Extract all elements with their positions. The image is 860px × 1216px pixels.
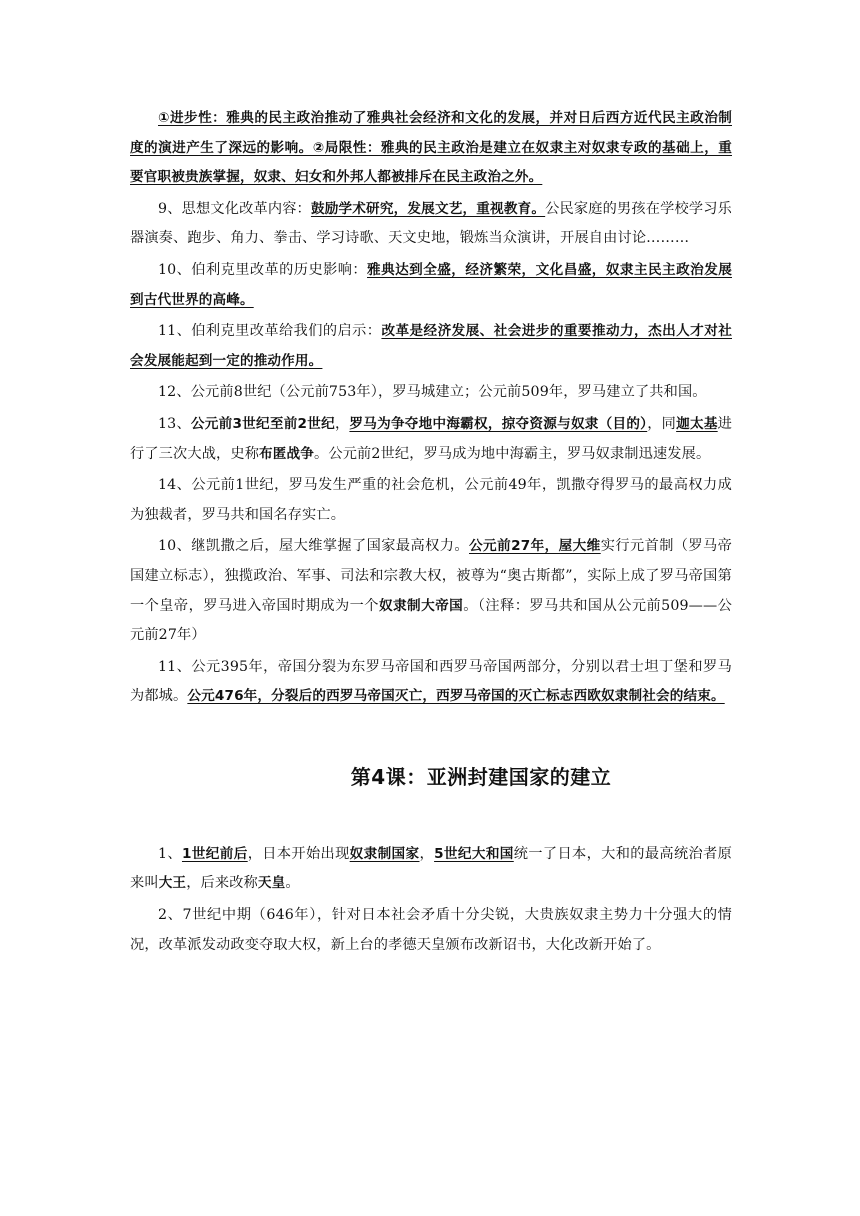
body-text: 10、伯利克里改革的历史影响： — [158, 261, 368, 278]
emphasized-text: ①进步性：雅典的民主政治推动了雅典社会经济和文化的发展，并对日后西方近代民主政治制度的演进产生了深远的影响。②局限性：雅典的民主政治是建立在奴隶主对奴隶专政的基础上，重要官职被贵族掌握，奴隶、妇女和外邦人都被排斥在民主政治之外。 — [130, 110, 732, 186]
emphasized-text: 公元前27年，屋大维 — [469, 538, 601, 555]
emphasized-text: 奴隶制国家 — [349, 845, 420, 862]
body-text: 11、公元395年，帝国分裂为东罗马帝国和西罗马帝国两部分，分别以君士坦丁堡和罗马为都城。 — [130, 658, 732, 705]
emphasized-text: 天皇 — [257, 875, 286, 892]
emphasized-text: 迦太基 — [676, 415, 718, 432]
paragraph — [130, 471, 732, 530]
emphasized-text: 公元前3世纪至前2世纪 — [190, 415, 335, 432]
body-text: ，日本开始出现 — [247, 845, 350, 862]
body-text: ， — [419, 845, 435, 862]
body-text: 公民家庭的男孩在学校学习乐器演奏、跑步、角力、拳击、学习诗歌、天文史地，锻炼当众演讲，开展自由讨论……… — [130, 200, 732, 247]
body-text: 11、伯利克里改革给我们的启示： — [158, 323, 382, 340]
emphasized-text: 大王 — [158, 875, 187, 892]
lesson-4-notes — [130, 840, 732, 960]
paragraph — [130, 901, 732, 960]
body-text: 9、思想文化改革内容： — [158, 200, 311, 217]
paragraph — [130, 653, 732, 712]
body-text: 1、 — [158, 845, 182, 862]
body-text: ， — [334, 415, 350, 432]
body-text: ，后来改称 — [186, 875, 258, 892]
body-text: 。（注释：罗马共和国从公元前509——公元前27年） — [130, 597, 732, 644]
emphasized-text: 鼓励学术研究，发展文艺，重视教育。 — [310, 200, 546, 217]
paragraph — [130, 532, 732, 650]
body-text: ，同 — [647, 415, 677, 432]
emphasized-text: 罗马为争夺地中海霸权，掠夺资源与奴隶（目的） — [349, 415, 648, 432]
emphasized-text: 5世纪大和国 — [434, 845, 514, 862]
paragraph — [130, 378, 732, 408]
body-text: 。 — [285, 875, 300, 892]
body-text: 10、继凯撒之后，屋大维掌握了国家最高权力。 — [158, 538, 470, 555]
body-text: 2、7世纪中期（646年），针对日本社会矛盾十分尖锐，大贵族奴隶主势力十分强大的情况，改革派发动政变夺取大权，新上台的孝德天皇颁布改新诏书，大化改新开始了。 — [130, 907, 732, 953]
emphasized-text: 雅典达到全盛，经济繁荣，文化昌盛，奴隶主民主政治发展到古代世界的高峰。 — [130, 261, 732, 308]
paragraph — [130, 104, 732, 193]
document-page — [130, 104, 732, 960]
body-text: 进行了三次大战，史称 — [130, 415, 733, 462]
body-text: 。公元前2世纪，罗马成为地中海霸主，罗马奴隶制迅速发展。 — [314, 445, 711, 462]
emphasized-text: 布匿战争 — [259, 445, 315, 462]
emphasized-text: 公元476年，分裂后的西罗马帝国灭亡，西罗马帝国的灭亡标志西欧奴隶制社会的结束。 — [187, 688, 725, 705]
lesson-4-heading: 第4课：亚洲封建国家的建立 — [350, 764, 612, 789]
body-text: 13、 — [158, 415, 191, 432]
lesson-3-notes — [130, 104, 732, 712]
body-text: 实行元首制（罗马帝国建立标志），独揽政治、军事、司法和宗教大权，被尊为“奥古斯都”，实际上成了罗马帝国第一个皇帝，罗马进入帝国时期成为一个 — [130, 538, 733, 614]
body-text: 14、公元前1世纪，罗马发生严重的社会危机，公元前49年，凯撒夺得罗马的最高权力成为独裁者，罗马共和国名存实亡。 — [130, 477, 732, 523]
emphasized-text: 改革是经济发展、社会进步的重要推动力，杰出人才对社会发展能起到一定的推动作用。 — [130, 323, 732, 369]
paragraph — [130, 840, 732, 899]
paragraph — [130, 256, 732, 315]
paragraph — [130, 195, 732, 254]
body-text: 统一了日本，大和的最高统治者原来叫 — [130, 845, 732, 892]
emphasized-text: 1世纪前后 — [181, 845, 248, 862]
paragraph — [130, 317, 732, 376]
emphasized-text: 奴隶制大帝国 — [378, 597, 464, 614]
body-text: 12、公元前8世纪（公元前753年），罗马城建立；公元前509年，罗马建立了共和国。 — [158, 384, 707, 401]
paragraph — [130, 410, 732, 469]
